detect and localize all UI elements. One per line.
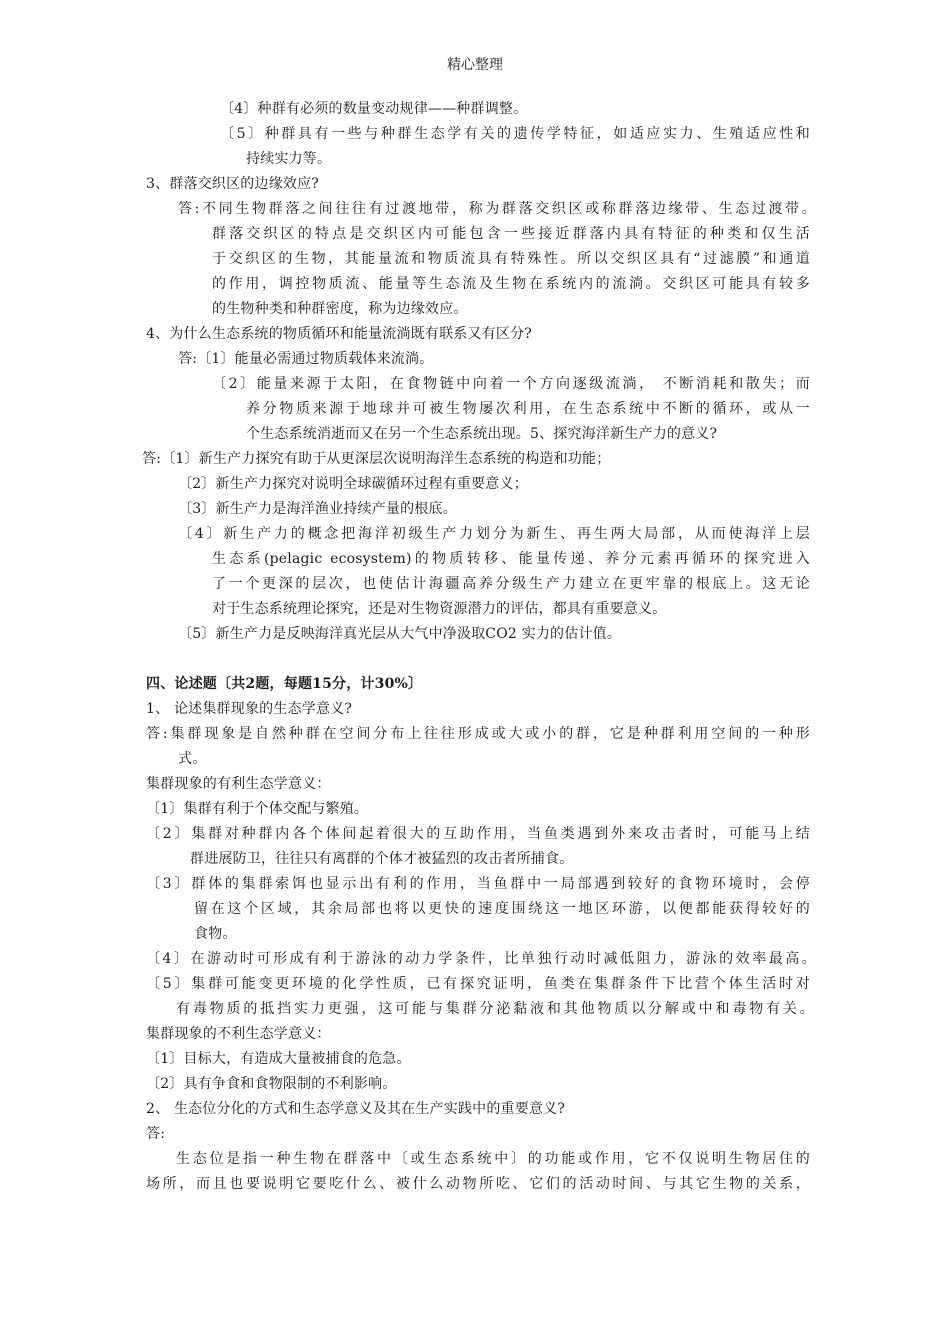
question-heading: 4、为什么生态系统的物质循环和能量流淌既有联系又有区分? bbox=[146, 326, 533, 342]
document-body bbox=[142, 97, 816, 1197]
text-line: 〔1〕集群有利于个体交配与繁殖。 bbox=[146, 801, 369, 817]
text-line: 的生物种类和种群密度，称为边缘效应。 bbox=[212, 301, 468, 317]
text-line: 答:集群现象是自然种群在空间分布上往往形成或大或小的群，它是种群利用空间的一种形 bbox=[146, 726, 810, 742]
text-line: 对于生态系统理论探究，还是对生物资源潜力的评估，都具有重要意义。 bbox=[212, 601, 667, 617]
text-line: 生态位是指一种生物在群落中〔或生态系统中〕的功能或作用，它不仅说明生物居住的 bbox=[176, 1151, 810, 1167]
text-line: 个生态系统消逝而又在另一个生态系统出现。5、探究海洋新生产力的意义? bbox=[246, 426, 718, 442]
section-heading: 四、论述题〔共2题，每题15分，计30%〕 bbox=[146, 676, 423, 692]
text-line: 答:〔1〕新生产力探究有助于从更深层次说明海洋生态系统的构造和功能； bbox=[142, 451, 611, 467]
text-line: 答:不同生物群落之间往往有过渡地带，称为群落交织区或称群落边缘带、生态过渡带。 bbox=[178, 201, 816, 217]
text-line: 〔4〕种群有必须的数量变动规律——种群调整。 bbox=[220, 101, 528, 117]
text-line: 答: bbox=[146, 1126, 166, 1142]
text-line: 〔5〕种群具有一些与种群生态学有关的遗传学特征，如适应实力、生殖适应性和 bbox=[220, 126, 810, 142]
text-line: 留在这个区域，其余局部也将以更快的速度围绕这一地区环游，以便都能获得较好的 bbox=[194, 901, 810, 917]
text-line: 持续实力等。 bbox=[246, 151, 332, 167]
text-line: 〔2〕新生产力探究对说明全球碳循环过程有重要意义； bbox=[178, 476, 528, 492]
text-line: 养分物质来源于地球并可被生物屡次利用，在生态系统中不断的循环，或从一 bbox=[246, 401, 810, 417]
question-heading: 3、群落交织区的边缘效应? bbox=[146, 176, 320, 192]
text-line: 有毒物质的抵挡实力更强，这可能与集群分泌黏液和其他物质以分解或中和毒物有关。 bbox=[176, 1001, 814, 1017]
text-line: 于交织区的生物，其能量流和物质流具有特殊性。所以交织区具有“过滤膜”和通道 bbox=[212, 251, 810, 267]
text-line: 〔2〕具有争食和食物限制的不利影响。 bbox=[146, 1076, 397, 1092]
text-line: 〔3〕群体的集群索饵也显示出有利的作用，当鱼群中一局部遇到较好的食物环境时，会停 bbox=[146, 876, 810, 892]
page-header: 精心整理 bbox=[447, 57, 503, 73]
text-line: 食物。 bbox=[194, 926, 237, 942]
text-line: 〔4〕新生产力的概念把海洋初级生产力划分为新生、再生两大局部，从而使海洋上层 bbox=[178, 526, 810, 542]
text-line: 答:〔1〕能量必需通过物质载体来流淌。 bbox=[178, 351, 434, 367]
text-line: 群落交织区的特点是交织区内可能包含一些接近群落内具有特征的种类和仅生活 bbox=[212, 226, 810, 242]
text-line: 场所，而且也要说明它要吃什么、被什么动物所吃、它们的活动时间、与其它生物的关系， bbox=[146, 1176, 810, 1192]
text-line: 〔3〕新生产力是海洋渔业持续产量的根底。 bbox=[178, 501, 457, 517]
text-line: 生态系(pelagic ecosystem)的物质转移、能量传递、养分元素再循环的探究进入 bbox=[212, 551, 810, 567]
text-line: 式。 bbox=[178, 751, 207, 767]
text-line: 〔1〕目标大，有造成大量被捕食的危急。 bbox=[146, 1051, 411, 1067]
text-line: 〔2〕集群对种群内各个体间起着很大的互助作用，当鱼类遇到外来攻击者时，可能马上结 bbox=[146, 826, 810, 842]
text-line: 〔2〕能量来源于太阳，在食物链中向着一个方向逐级流淌， 不断消耗和散失；而 bbox=[212, 376, 810, 392]
text-line: 〔4〕在游动时可形成有利于游泳的动力学条件，比单独行动时减低阻力，游泳的效率最高。 bbox=[146, 951, 816, 967]
question-heading: 2、 生态位分化的方式和生态学意义及其在生产实践中的重要意义? bbox=[146, 1101, 566, 1117]
question-heading: 1、 论述集群现象的生态学意义? bbox=[146, 701, 353, 717]
text-line: 〔5〕新生产力是反映海洋真光层从大气中净汲取CO2 实力的估计值。 bbox=[178, 626, 622, 642]
text-line: 了一个更深的层次，也使估计海疆高养分级生产力建立在更牢靠的根底上。这无论 bbox=[212, 576, 810, 592]
text-line: 〔5〕集群可能变更环境的化学性质，已有探究证明，鱼类在集群条件下比营个体生活时对 bbox=[146, 976, 810, 992]
text-line: 群进展防卫，往往只有离群的个体才被猛烈的攻击者所捕食。 bbox=[190, 851, 574, 867]
text-line: 的作用，调控物质流、能量等生态流及生物在系统内的流淌。交织区可能具有较多 bbox=[212, 276, 810, 292]
text-line: 集群现象的不利生态学意义： bbox=[146, 1026, 331, 1042]
text-line: 集群现象的有利生态学意义： bbox=[146, 776, 331, 792]
